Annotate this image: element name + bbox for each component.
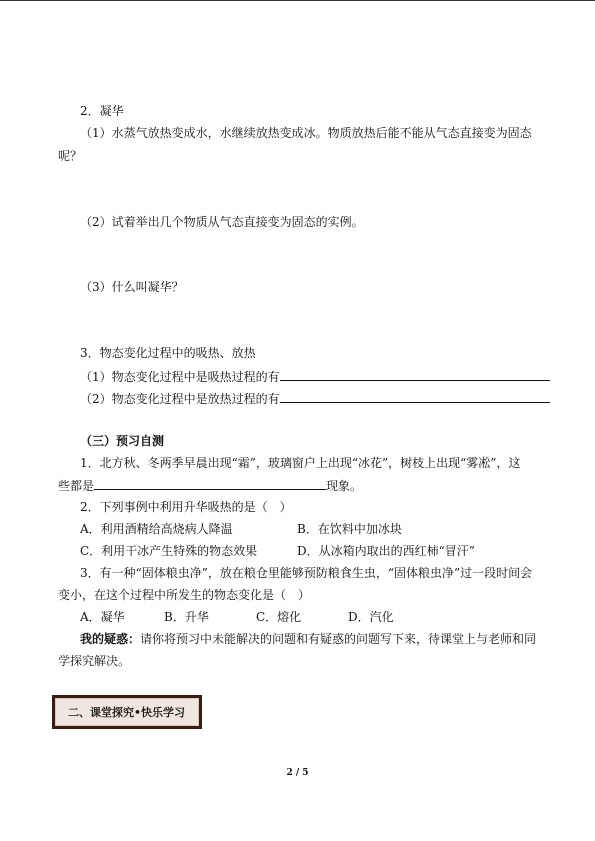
question-text: （2）试着举出几个物质从气态直接变为固态的实例。 bbox=[80, 215, 364, 229]
option-c: C．利用干冰产生特殊的物态效果 bbox=[80, 544, 258, 558]
section-heading-condensation: 2．凝华 bbox=[80, 104, 124, 118]
option-c: C．熔化 bbox=[256, 610, 302, 624]
question-text: 变小，在这个过程中所发生的物态变化是（ ） bbox=[58, 588, 311, 602]
section-banner bbox=[52, 695, 202, 729]
doubt-paragraph bbox=[80, 632, 536, 646]
answer-blank[interactable] bbox=[94, 478, 326, 490]
doubt-label: 我的疑惑： bbox=[80, 632, 141, 646]
option-d: D．汽化 bbox=[348, 610, 394, 624]
section-heading-pretest: （三）预习自测 bbox=[80, 434, 165, 448]
section-heading-heat: 3．物态变化过程中的吸热、放热 bbox=[80, 346, 256, 360]
option-d: D．从冰箱内取出的西红柿“冒汗” bbox=[297, 544, 475, 558]
section-banner-title: 二、课堂探究•快乐学习 bbox=[55, 698, 199, 726]
option-a: A．凝华 bbox=[80, 610, 125, 624]
question-text: 现象。 bbox=[326, 479, 363, 493]
page-number: 2 / 5 bbox=[286, 768, 309, 778]
answer-blank[interactable] bbox=[280, 391, 550, 403]
fill-in-question bbox=[80, 391, 550, 406]
question-text: 2．下列事例中利用升华吸热的是（ ） bbox=[80, 500, 292, 514]
doubt-text: 请你将预习中未能解决的问题和有疑惑的问题写下来，待课堂上与老师和同 bbox=[140, 632, 537, 646]
answer-blank[interactable] bbox=[280, 369, 550, 381]
question-text: （1）物态变化过程中是吸热过程的有 bbox=[80, 370, 280, 384]
option-a: A．利用酒精给高烧病人降温 bbox=[80, 522, 233, 536]
fill-in-question bbox=[58, 478, 362, 493]
doubt-text: 学探究解决。 bbox=[58, 654, 131, 668]
question-text: （3）什么叫凝华？ bbox=[80, 280, 184, 294]
question-text: 1．北方秋、冬两季早晨出现“霜”，玻璃窗户上出现“冰花”，树枝上出现“雾凇”，这 bbox=[80, 456, 521, 470]
page-top-border bbox=[0, 0, 595, 1]
option-b: B．在饮料中加冰块 bbox=[297, 522, 402, 536]
question-text: （2）物态变化过程中是放热过程的有 bbox=[80, 392, 280, 406]
option-b: B．升华 bbox=[164, 610, 209, 624]
question-text: 3．有一种“固体粮虫净”，放在粮仓里能够预防粮食生虫，“固体粮虫净”过一段时间会 bbox=[80, 566, 533, 580]
question-text: 呢？ bbox=[58, 149, 83, 163]
fill-in-question bbox=[80, 369, 550, 384]
question-text: 些都是 bbox=[58, 479, 95, 493]
question-text: （1）水蒸气放热变成水，水继续放热变成冰。物质放热后能不能从气态直接变为固态 bbox=[80, 126, 532, 140]
